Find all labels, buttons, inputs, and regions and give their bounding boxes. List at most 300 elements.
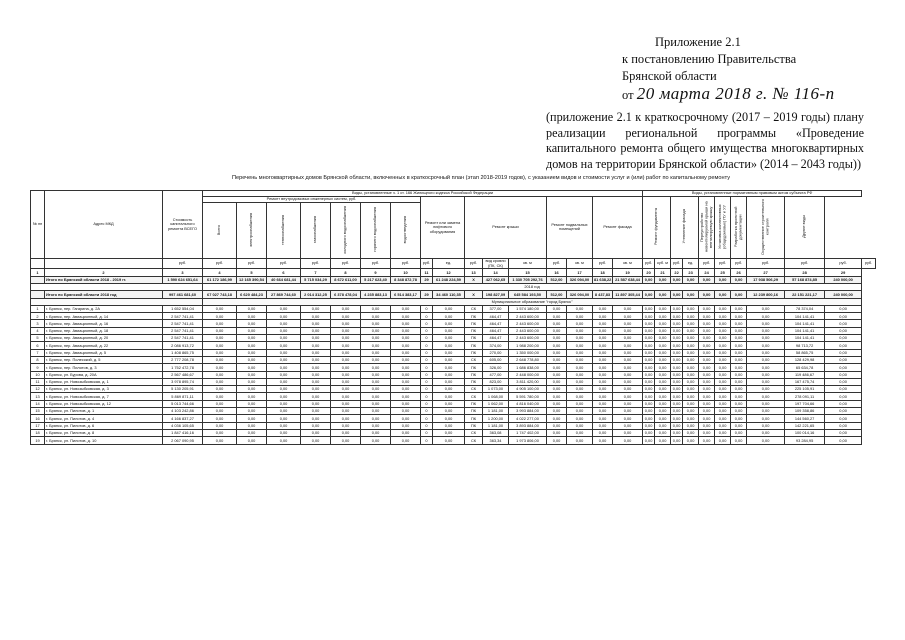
header-cell: Утепление фасада (671, 196, 699, 259)
data-cell: 0,00 (643, 342, 655, 349)
data-cell: 0,00 (361, 378, 391, 385)
year-row (31, 283, 876, 290)
data-cell: г. Брянск, пер. Авиационный, д. 22 (45, 342, 163, 349)
data-cell: 197 704,66 (785, 400, 825, 407)
spacer-cell (31, 283, 203, 290)
data-cell: 0,00 (361, 313, 391, 320)
data-cell: 1 073,00 (483, 386, 509, 393)
data-cell: 0,00 (825, 415, 862, 422)
data-cell: 0,00 (267, 349, 301, 356)
data-cell: 198 827,09 (483, 291, 509, 298)
table-row (31, 378, 876, 385)
data-cell: 0,00 (747, 437, 785, 444)
data-cell: 0,00 (731, 393, 747, 400)
data-cell: 0,00 (567, 386, 593, 393)
data-cell: 0,00 (331, 429, 361, 436)
data-cell: 0,00 (825, 335, 862, 342)
data-cell: 1 (31, 305, 45, 312)
column-number-cell: 13 (465, 269, 483, 276)
data-cell: 0,00 (683, 276, 699, 283)
data-cell: 0,00 (567, 393, 593, 400)
unit-cell: куб. м (655, 259, 671, 269)
data-cell: 512,00 (547, 276, 567, 283)
data-cell: 3 (31, 320, 45, 327)
data-cell: 0,00 (301, 364, 331, 371)
data-cell: 0,00 (699, 364, 715, 371)
data-cell: 0,00 (237, 386, 267, 393)
data-cell: 0,00 (643, 400, 655, 407)
data-cell: 0,00 (683, 291, 699, 298)
table-row (31, 364, 876, 371)
data-cell: 0,00 (613, 335, 643, 342)
header-cell: Ремонт внутридомовых инженерных систем, руб. (203, 196, 421, 202)
data-cell: 0,00 (547, 386, 567, 393)
data-cell: 0,00 (391, 437, 421, 444)
data-cell: 0,00 (237, 415, 267, 422)
data-cell: 1 973 806,00 (509, 437, 547, 444)
data-cell: 0,00 (391, 371, 421, 378)
data-cell: 0,00 (613, 378, 643, 385)
data-cell: 0,00 (643, 349, 655, 356)
data-cell: 0,00 (715, 422, 731, 429)
data-cell: 0,00 (613, 313, 643, 320)
data-cell: 0,00 (715, 408, 731, 415)
data-cell: 0,00 (747, 313, 785, 320)
data-cell (31, 291, 45, 298)
data-cell: 0,00 (699, 378, 715, 385)
data-cell: 0,00 (731, 400, 747, 407)
data-cell: 0,00 (203, 335, 237, 342)
data-cell: г. Брянск, ул. Пилотов, д. 4 (45, 415, 163, 422)
data-cell: 29 (421, 291, 433, 298)
data-cell: 0,00 (699, 386, 715, 393)
data-cell: 0,00 (683, 335, 699, 342)
data-cell: 0,00 (331, 400, 361, 407)
data-cell: 0,00 (391, 335, 421, 342)
data-cell: 81 638,22 (594, 277, 612, 283)
data-cell: 0,00 (747, 393, 785, 400)
data-cell: г. Брянск, ул. Пилотов, д. 10 (45, 437, 163, 444)
data-cell: 0,00 (699, 276, 715, 283)
data-cell: 0,00 (699, 422, 715, 429)
data-cell: 5 013 744,66 (163, 400, 203, 407)
data-cell: 0,00 (731, 276, 747, 283)
data-cell: 10 (31, 371, 45, 378)
data-cell: 0,00 (237, 349, 267, 356)
data-cell: 0,00 (715, 364, 731, 371)
data-cell: 997 461 681,60 (163, 291, 203, 298)
data-cell: 0,00 (237, 313, 267, 320)
data-cell: 0,00 (825, 400, 862, 407)
data-cell: 0,00 (731, 422, 747, 429)
data-cell: 0,00 (267, 408, 301, 415)
data-cell: 0,00 (361, 400, 391, 407)
data-cell: Итого по Брянской области 2018 - 2019 гг. (45, 276, 163, 283)
data-cell: 40 664 681,44 (267, 276, 301, 283)
data-cell: 0,00 (547, 437, 567, 444)
data-cell: 2 014 312,25 (301, 291, 331, 298)
unit-cell: руб. (331, 259, 361, 269)
unit-cell: руб. (203, 259, 237, 269)
data-cell: 0,00 (671, 342, 683, 349)
data-cell: 0,00 (331, 320, 361, 327)
data-cell: 0,00 (825, 327, 862, 334)
data-cell: X (465, 276, 483, 283)
data-cell: 0,00 (715, 371, 731, 378)
data-cell: 0,00 (593, 393, 613, 400)
data-cell: 0,00 (301, 429, 331, 436)
unit-cell: руб. (825, 259, 862, 269)
column-number-cell: 25 (715, 269, 731, 276)
data-cell: 0,00 (731, 291, 747, 298)
data-cell: 0,00 (301, 378, 331, 385)
data-cell: 0,00 (547, 364, 567, 371)
data-cell: 0,00 (361, 422, 391, 429)
data-cell: 0,00 (331, 364, 361, 371)
data-cell: 0,00 (203, 313, 237, 320)
data-cell: 0,00 (567, 313, 593, 320)
data-cell: 0,00 (655, 349, 671, 356)
data-cell: 0,00 (361, 408, 391, 415)
data-cell: 0,00 (671, 335, 683, 342)
data-cell: 0,00 (593, 371, 613, 378)
unit-cell: кв. м (509, 259, 547, 269)
data-cell: 0,00 (203, 320, 237, 327)
data-cell: 57 168 874,85 (785, 276, 825, 283)
data-cell: 167 475,74 (785, 378, 825, 385)
data-cell: 1 068,00 (483, 393, 509, 400)
data-cell: 0,00 (715, 386, 731, 393)
column-number-cell: 24 (699, 269, 715, 276)
data-cell: СК (465, 305, 483, 312)
data-cell: ПК (465, 342, 483, 349)
data-cell: 0,00 (715, 356, 731, 363)
data-cell: 0,00 (567, 400, 593, 407)
data-cell: 0,00 (715, 415, 731, 422)
data-cell: 0,00 (391, 408, 421, 415)
data-cell: 0,00 (715, 335, 731, 342)
data-cell: 0,00 (825, 364, 862, 371)
data-cell: 21 587 638,44 (613, 276, 643, 283)
data-cell: 0,00 (643, 313, 655, 320)
data-cell: 0,00 (731, 313, 747, 320)
table-row (31, 305, 876, 312)
unit-cell (45, 259, 163, 269)
column-number-cell: 2 (45, 269, 163, 276)
data-cell: 0,00 (747, 429, 785, 436)
data-cell: 0,00 (683, 400, 699, 407)
data-cell: 0 (421, 378, 433, 385)
data-cell: 0,00 (715, 342, 731, 349)
data-cell: 0,00 (237, 400, 267, 407)
data-cell: 0,00 (655, 364, 671, 371)
data-cell: 0,00 (699, 371, 715, 378)
data-cell: 1 181,00 (483, 408, 509, 415)
data-cell: 0,00 (547, 342, 567, 349)
data-cell: 0,00 (747, 400, 785, 407)
data-cell: 0,00 (683, 386, 699, 393)
data-cell: X (465, 291, 483, 298)
data-cell: 3 893 884,00 (509, 422, 547, 429)
data-cell: 0,00 (203, 378, 237, 385)
data-cell: 8 348 872,78 (391, 276, 421, 283)
data-cell: 0,00 (301, 386, 331, 393)
data-cell: 0 (421, 320, 433, 327)
data-cell: 3 993 884,00 (509, 408, 547, 415)
data-cell: 0,00 (433, 437, 465, 444)
data-cell: 0,00 (683, 313, 699, 320)
data-cell: 0,00 (331, 378, 361, 385)
data-cell: 0,00 (593, 429, 613, 436)
data-cell: 0,00 (267, 327, 301, 334)
data-cell: 0,00 (671, 364, 683, 371)
data-cell: 100 014,16 (785, 429, 825, 436)
data-cell: 0,00 (203, 305, 237, 312)
data-cell: 0,00 (547, 393, 567, 400)
data-cell: 0 (421, 349, 433, 356)
data-cell: 0,00 (267, 364, 301, 371)
data-cell: ПК (465, 415, 483, 422)
data-cell: 0,00 (237, 342, 267, 349)
data-cell: 0,00 (301, 335, 331, 342)
data-cell: 0,00 (361, 327, 391, 334)
unit-cell: руб. (747, 259, 785, 269)
data-cell: 0,00 (671, 371, 683, 378)
data-cell: 363,34 (483, 437, 509, 444)
data-cell: г. Брянск, пер. Авиационный, д. 20 (45, 335, 163, 342)
data-cell: 0,00 (613, 393, 643, 400)
data-cell: 0,00 (715, 437, 731, 444)
data-cell: 0,00 (267, 335, 301, 342)
data-cell: 0,00 (237, 393, 267, 400)
data-cell: СК (465, 386, 483, 393)
data-cell: 0,00 (613, 429, 643, 436)
data-cell: ПК (465, 364, 483, 371)
data-cell: 0,00 (683, 305, 699, 312)
data-cell: 0,00 (825, 313, 862, 320)
data-cell: 1 652 554,04 (163, 305, 203, 312)
data-cell: 0,00 (433, 342, 465, 349)
data-cell: 0,00 (301, 371, 331, 378)
data-cell: 0,00 (433, 349, 465, 356)
data-cell: 5 591 780,00 (509, 393, 547, 400)
data-cell: 0,00 (747, 356, 785, 363)
data-cell: 0,00 (699, 429, 715, 436)
data-cell: 0,00 (237, 364, 267, 371)
data-cell: 13 (31, 393, 45, 400)
data-cell: 0,00 (331, 408, 361, 415)
data-cell: 5 (31, 335, 45, 342)
unit-cell: руб. (715, 259, 731, 269)
data-cell: 1 200,00 (483, 415, 509, 422)
data-cell: 2 086 913,72 (163, 342, 203, 349)
column-number-cell: 10 (391, 269, 421, 276)
data-cell: 0,00 (593, 335, 613, 342)
data-cell: 0,00 (547, 335, 567, 342)
data-cell: 0,00 (655, 276, 671, 283)
table-heading: Перечень многоквартирных домов Брянской области, включенных в краткосрочный план (этап 2018-2019 годов), с указанием видов и стоимости услуг и (или) работ по капитальному ремонту (232, 175, 730, 181)
data-cell: 0 (421, 415, 433, 422)
column-number-cell: 23 (683, 269, 699, 276)
data-cell: 0,00 (731, 342, 747, 349)
data-cell: 0,00 (613, 342, 643, 349)
data-cell: 0,00 (715, 276, 731, 283)
data-cell: 0,00 (655, 408, 671, 415)
data-cell: 0,00 (699, 393, 715, 400)
column-number-cell: 15 (509, 269, 547, 276)
data-cell: 104 141,41 (785, 313, 825, 320)
data-cell: ПК (465, 378, 483, 385)
data-cell: 17 938 506,29 (747, 276, 785, 283)
data-cell: 0,00 (643, 378, 655, 385)
header-cell: горячего водоснабжения (361, 202, 391, 258)
data-cell: 0,00 (747, 386, 785, 393)
data-cell: 0,00 (331, 422, 361, 429)
date-prefix: от (622, 88, 634, 102)
data-cell: 142 221,65 (785, 422, 825, 429)
data-cell: 0,00 (433, 378, 465, 385)
data-cell: 0,00 (699, 415, 715, 422)
data-cell: 0,00 (547, 305, 567, 312)
data-cell: 0 (421, 422, 433, 429)
data-cell: 0,00 (361, 429, 391, 436)
table-row (31, 313, 876, 320)
data-cell: г. Брянск, пер. Полесский, д. 5 (45, 356, 163, 363)
data-cell: 0,00 (643, 371, 655, 378)
data-cell: 0,00 (203, 393, 237, 400)
column-numbers-row (31, 269, 876, 276)
data-cell: СК (465, 393, 483, 400)
data-cell: 0,00 (825, 320, 862, 327)
data-cell: 6 514 383,17 (391, 291, 421, 298)
data-cell: 0,00 (683, 422, 699, 429)
unit-cell: руб. (731, 259, 747, 269)
table-row (31, 356, 876, 363)
table-row (31, 400, 876, 407)
data-cell: 0,00 (361, 335, 391, 342)
data-cell: г. Брянск, ул. Бурова, д. 20А (45, 371, 163, 378)
data-cell: 0,00 (715, 305, 731, 312)
data-cell: 0,00 (747, 422, 785, 429)
unit-cell: руб. (699, 259, 715, 269)
data-cell: 0,00 (331, 371, 361, 378)
data-cell: 0,00 (331, 393, 361, 400)
data-cell: 2 648 778,80 (509, 356, 547, 363)
data-cell: 0,00 (671, 349, 683, 356)
data-cell: 0,00 (331, 335, 361, 342)
data-cell: 0,00 (671, 422, 683, 429)
data-cell: 0,00 (747, 327, 785, 334)
data-cell: 0,00 (567, 408, 593, 415)
data-cell: 0,00 (567, 371, 593, 378)
unit-cell: кв. м (613, 259, 643, 269)
data-cell: 61 172 186,99 (203, 276, 237, 283)
data-cell: 0,00 (683, 356, 699, 363)
data-cell: 240 000,00 (825, 291, 862, 298)
data-cell: 0,00 (613, 356, 643, 363)
data-cell: 0,00 (655, 429, 671, 436)
data-cell: 0,00 (747, 335, 785, 342)
data-cell: 0,00 (699, 320, 715, 327)
data-cell: 1 408 865,75 (163, 349, 203, 356)
column-number-cell: 16 (547, 269, 567, 276)
header-row (31, 191, 876, 197)
column-number-cell: 21 (655, 269, 671, 276)
data-cell: 0,00 (747, 378, 785, 385)
column-number-cell: 27 (747, 269, 785, 276)
data-cell: 0,00 (683, 371, 699, 378)
data-cell: 78 374,04 (785, 305, 825, 312)
data-cell: 0,00 (203, 371, 237, 378)
data-cell: 0,00 (433, 327, 465, 334)
data-cell: 0,00 (547, 313, 567, 320)
data-cell: 2 567 486,67 (163, 371, 203, 378)
data-cell: 0,00 (433, 400, 465, 407)
data-cell: 3 978 895,74 (163, 378, 203, 385)
data-cell: 2 547 741,41 (163, 320, 203, 327)
data-cell: 0,00 (655, 371, 671, 378)
data-cell: 0,00 (391, 342, 421, 349)
data-cell: 0,00 (655, 378, 671, 385)
data-cell: 0,00 (301, 393, 331, 400)
data-cell: г. Брянск, ул. Новозыбковская, д. 7 (45, 393, 163, 400)
data-cell: 0,00 (825, 349, 862, 356)
data-cell: 278 091,11 (785, 393, 825, 400)
data-cell: 0,00 (655, 342, 671, 349)
data-cell: 0,00 (433, 429, 465, 436)
data-cell: 0,00 (593, 342, 613, 349)
table-row (31, 422, 876, 429)
data-cell: 0,00 (747, 305, 785, 312)
data-cell: 0 (421, 386, 433, 393)
data-cell: 0,00 (567, 415, 593, 422)
data-cell: 4 022 277,00 (509, 415, 547, 422)
data-cell: 2 443 600,00 (509, 327, 547, 334)
header-cell: теплоснабжения (267, 202, 301, 258)
data-cell: 0,00 (671, 415, 683, 422)
data-cell: 0,00 (643, 356, 655, 363)
data-cell: 0,00 (547, 371, 567, 378)
header-cell: Ремонт фундамента (643, 196, 671, 259)
data-cell: 0,00 (655, 313, 671, 320)
data-cell: 0,00 (267, 429, 301, 436)
data-cell: 326 094,00 (567, 291, 593, 298)
data-cell: 0,00 (593, 327, 613, 334)
data-cell: 14 (31, 400, 45, 407)
data-cell: 104 141,41 (785, 335, 825, 342)
data-cell: г. Брянск, пер. Авиационный, д. 5 (45, 349, 163, 356)
data-cell: 0,00 (715, 327, 731, 334)
appendix-block (622, 34, 892, 104)
data-cell: 0,00 (731, 320, 747, 327)
data-cell: 0,00 (699, 342, 715, 349)
data-cell: 0,00 (593, 313, 613, 320)
data-cell: 0,00 (433, 393, 465, 400)
header-cell: № пп (31, 191, 45, 259)
data-cell: 0,00 (391, 386, 421, 393)
column-number-cell: 28 (785, 269, 825, 276)
data-cell: 0,00 (683, 393, 699, 400)
header-cell: Разработка проектной документации (731, 196, 747, 259)
data-cell: ПК (465, 313, 483, 320)
data-cell: 8 (31, 356, 45, 363)
data-cell: 0,00 (433, 305, 465, 312)
data-cell: 0 (421, 393, 433, 400)
data-cell: 0,00 (331, 313, 361, 320)
data-cell: 0,00 (361, 349, 391, 356)
data-cell: 29 (421, 276, 433, 283)
data-cell: 2 443 600,00 (509, 320, 547, 327)
